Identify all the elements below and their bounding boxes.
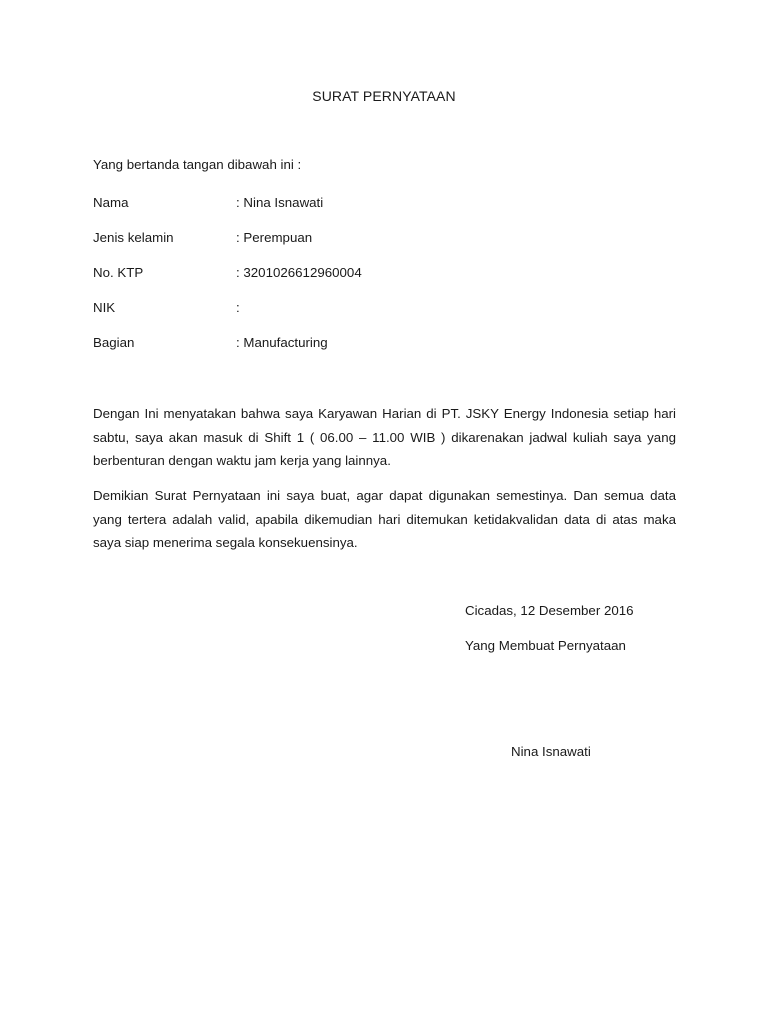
closing-paragraph: Demikian Surat Pernyataan ini saya buat, agar dapat digunakan semestinya. Dan semua data yang tertera adalah valid, apabila dikemudian hari ditemukan ketidakvalidan data di atas maka saya siap menerima segala konsekuensinya.: [93, 488, 676, 550]
field-label: No. KTP: [93, 265, 144, 280]
field-row-no-ktp: [93, 265, 653, 283]
field-label: Jenis kelamin: [93, 230, 174, 245]
field-label: NIK: [93, 300, 116, 315]
signature-role: Yang Membuat Pernyataan: [465, 638, 626, 653]
signature-place-date: Cicadas, 12 Desember 2016: [465, 603, 634, 618]
field-value: :: [236, 300, 240, 315]
field-row-bagian: [93, 335, 653, 353]
field-value: : Nina Isnawati: [236, 195, 324, 210]
field-value: : Manufacturing: [236, 335, 328, 350]
field-row-jenis-kelamin: [93, 230, 653, 248]
field-row-nik: [93, 300, 653, 318]
signature-name: Nina Isnawati: [511, 744, 591, 759]
field-value: : Perempuan: [236, 230, 313, 245]
field-value: : 3201026612960004: [236, 265, 362, 280]
field-row-nama: [93, 195, 653, 213]
field-label: Bagian: [93, 335, 135, 350]
document-title: SURAT PERNYATAAN: [312, 88, 456, 104]
field-label: Nama: [93, 195, 129, 210]
statement-paragraph: Dengan Ini menyatakan bahwa saya Karyawan Harian di PT. JSKY Energy Indonesia setiap hari sabtu, saya akan masuk di Shift 1 ( 06.00 – 11.00 WIB ) dikarenakan jadwal kuliah saya yang berbenturan dengan waktu jam kerja yang lainnya.: [93, 406, 676, 468]
intro-text: Yang bertanda tangan dibawah ini :: [93, 157, 302, 172]
